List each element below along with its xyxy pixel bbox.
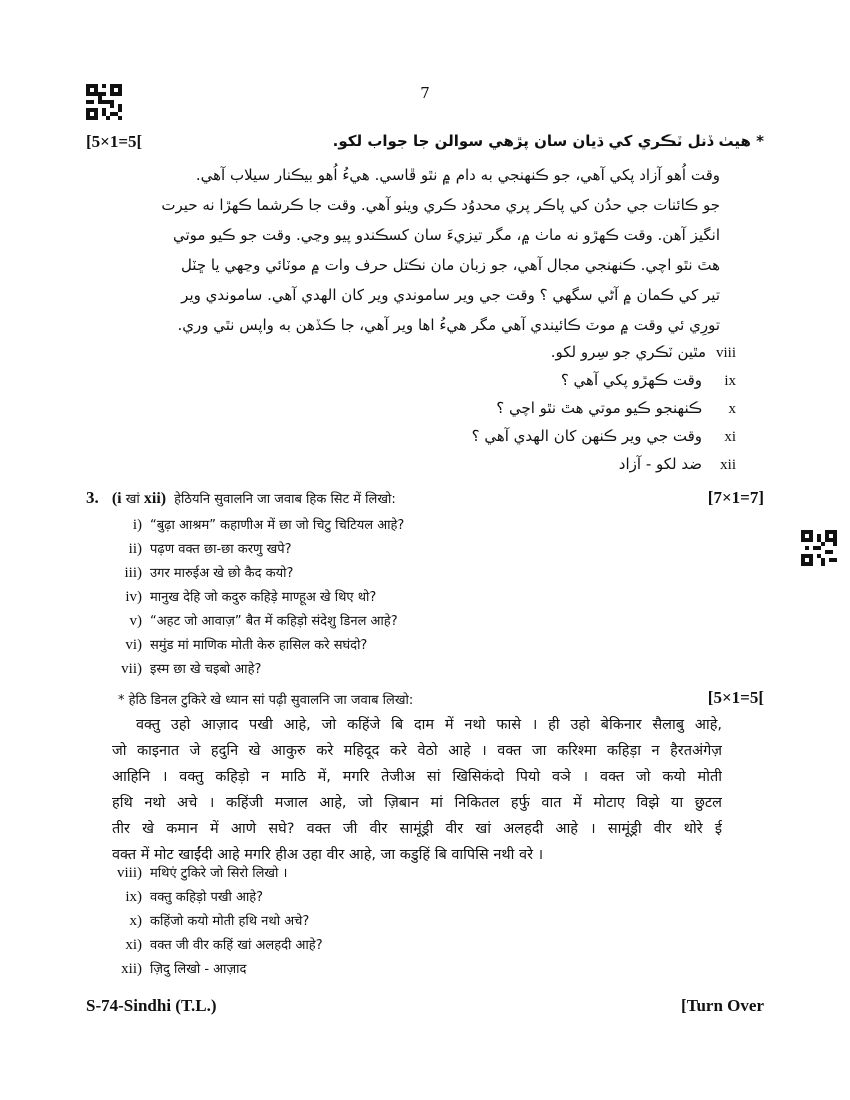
hindi-question: [106, 932, 666, 956]
question-number: xii): [121, 961, 142, 977]
range-end: xii: [143, 490, 161, 507]
question-text: कहिंजो कयो मोती हथि नथो अचे?: [150, 914, 310, 929]
sindhi-passage-line: تير کي ڪمان ۾ آڻي سگهي ؟ وقت جي وير ساموندي وير کان الهدي آهي. ساموندي وير: [181, 286, 720, 304]
question-number: xi): [125, 937, 142, 953]
hindi-question: [106, 956, 666, 980]
question-3-item: [110, 536, 670, 560]
question-text: ज़िदु लिखो - आज़ाद: [150, 962, 247, 977]
sindhi-section-heading: * هيٺ ڏنل ٽڪري کي ڌيان سان پڙهي سوالن جا جواب لکو.: [332, 132, 764, 150]
item-number: vii): [121, 661, 142, 677]
question-text: वक्त जी वीर कहिं खां अलहदी आहे?: [150, 938, 323, 953]
item-text: “अहट जो आवाज़” बैत में कहिड़ो संदेशु डिनल आहे?: [150, 614, 398, 629]
hindi-section-marks: [5×1=5[: [707, 688, 764, 707]
hindi-passage-line: हथि नथो अचे । कहिंजी मजाल आहे, जो ज़िबान मां निकितल हर्फु वात में मोटाए विझे या छुटल: [112, 795, 722, 811]
sindhi-passage-line: وقت اُهو آزاد پکي آهي، جو ڪنهنجي به دام ۾ نٿو ڦاسي. هيءُ اُهو بيڪنار سيلاب آهي.: [195, 166, 720, 184]
question-number: viii: [715, 345, 736, 361]
question-number: x: [728, 401, 736, 417]
question-3-items: [110, 512, 670, 680]
question-3-item: [110, 656, 670, 680]
question-number: xi: [724, 429, 736, 445]
hindi-questions: [106, 860, 666, 980]
sindhi-question: [300, 338, 736, 366]
question-3-item: [110, 632, 670, 656]
question-text: مٿين ٽڪري جو سِرو لکو.: [550, 343, 706, 361]
footer-paper-code: S-74-Sindhi (T.L.): [86, 996, 217, 1015]
sindhi-section-marks: [5×1=5[: [86, 132, 143, 151]
sindhi-passage: [148, 160, 720, 340]
item-text: उगर मारुईअ खे छो कैद कयो?: [150, 566, 294, 581]
item-text: मानुख देहि जो कदुरु कहिड़े माण्हूअ खे थिए थो?: [150, 590, 377, 605]
question-3-marks: [7×1=7]: [707, 488, 764, 507]
question-3-item: [110, 512, 670, 536]
question-text: وقت ڪهڙو پکي آهي ؟: [560, 371, 702, 389]
item-number: iv): [125, 589, 142, 605]
sindhi-question: [300, 450, 736, 478]
hindi-passage-line: वक्त में मोट खाईंदी आहे मगरि हीअ उहा वीर आहे, जा कडुहिं बि वापिसि नथी वरे ।: [112, 847, 544, 863]
hindi-passage-line: तीर खे कमान में आणे सघे? वक्त जी वीर सामूंड्री वीर खां अलहदी आहे । सामूंड्री वीर थोरे ई: [112, 821, 722, 837]
item-number: i): [132, 517, 142, 533]
range-close: ): [160, 490, 167, 507]
range-open: (: [111, 490, 118, 507]
sindhi-passage-line: انگيز آهن. وقت ڪهڙو نه ماٺ ۾، مگر تيزيءَ سان کسڪندو پيو وڃي. وقت جو ڪيو موتي: [172, 226, 720, 244]
question-number: viii): [117, 865, 142, 881]
item-text: “बुढ़ा आश्रम” कहाणीअ में छा जो चिटु चिटियल आहे?: [150, 518, 405, 533]
question-text: ضد لکو - آزاد: [618, 455, 702, 473]
footer-turn-over: [Turn Over: [681, 996, 764, 1015]
sindhi-question: [300, 366, 736, 394]
item-text: समुंड मां माणिक मोती केरु हासिल करे सघंदो?: [150, 638, 368, 653]
item-number: v): [129, 613, 142, 629]
question-3-item: [110, 584, 670, 608]
range-start: i: [117, 490, 122, 507]
item-text: पढ़ण वक्त छा-छा करणु खपे?: [150, 542, 292, 557]
hindi-question: [106, 860, 666, 884]
sindhi-passage-line: تورِي ئي وقت ۾ موٽ ڪائيندي آهي مگر هيءُ اها وير آهي، جا ڪڏهن به واپس نٿي وري.: [177, 316, 720, 334]
question-text: मथिएं टुकिरे जो सिरो लिखो ।: [150, 866, 288, 881]
question-number: ix): [125, 889, 142, 905]
question-text: वक्तु कहिड़ो पखी आहे?: [150, 890, 264, 905]
question-text: ڪنهنجو ڪيو موتي هٿ نٿو اچي ؟: [496, 399, 702, 417]
range-to: खां: [121, 492, 144, 507]
qr-code-right-margin: [801, 530, 837, 566]
item-text: इस्म छा खे चइबो आहे?: [150, 662, 262, 677]
hindi-section-heading: * हेठि डिनल टुकिरे खे ध्यान सां पढ़ी सुवालनि जा जवाब लिखो:: [118, 693, 414, 708]
sindhi-question: [300, 422, 736, 450]
question-3-item: [110, 560, 670, 584]
question-3-instruction: हेठियनि सुवालनि जा जवाब हिक सिट में लिखो:: [174, 492, 396, 507]
question-number: ix: [724, 373, 736, 389]
question-3-range: [112, 490, 170, 507]
item-number: iii): [124, 565, 142, 581]
question-number: xii: [720, 457, 736, 473]
hindi-passage-line: वक्तु उहो आज़ाद पखी आहे, जो कहिंजे बि दाम में नथो फासे । ही उहो बेकिनार सैलाबु आहे,: [136, 717, 722, 733]
question-3-number: 3.: [86, 488, 99, 507]
question-3-header: [86, 486, 766, 510]
sindhi-passage-line: هٿ نٿو اچي. ڪنهنجي مجال آهي، جو زبان مان نڪتل حرف وات ۾ موٽائي وڃهي يا ڇٽل: [180, 256, 720, 274]
page-number: 7: [420, 84, 430, 102]
question-3-item: [110, 608, 670, 632]
question-number: x): [129, 913, 142, 929]
hindi-passage-line: जो काइनात जे हदुनि खे आकुरु करे महिदूद करे वेठो आहे । वक्त जा करिश्मा कहिड़ा न हैरतअंगेज़: [112, 743, 722, 759]
hindi-question: [106, 884, 666, 908]
item-number: ii): [128, 541, 142, 557]
sindhi-question: [300, 394, 736, 422]
hindi-passage: [112, 712, 722, 868]
sindhi-passage-line: جو ڪائنات جي حدُن کي پاڪر پري محدوُد ڪري ويٺو آهي. وقت جا ڪرشما ڪهڙا نه حيرت: [161, 196, 720, 214]
hindi-passage-line: आहिनि । वक्तु कहिड़ो न माठि में, मगरि तेजीअ सां खिसिकंदो पियो वञे । वक्त जो कयो मोती: [112, 769, 722, 785]
question-text: وقت جي وير ڪنهن کان الهدي آهي ؟: [471, 427, 702, 445]
item-number: vi): [125, 637, 142, 653]
hindi-question: [106, 908, 666, 932]
